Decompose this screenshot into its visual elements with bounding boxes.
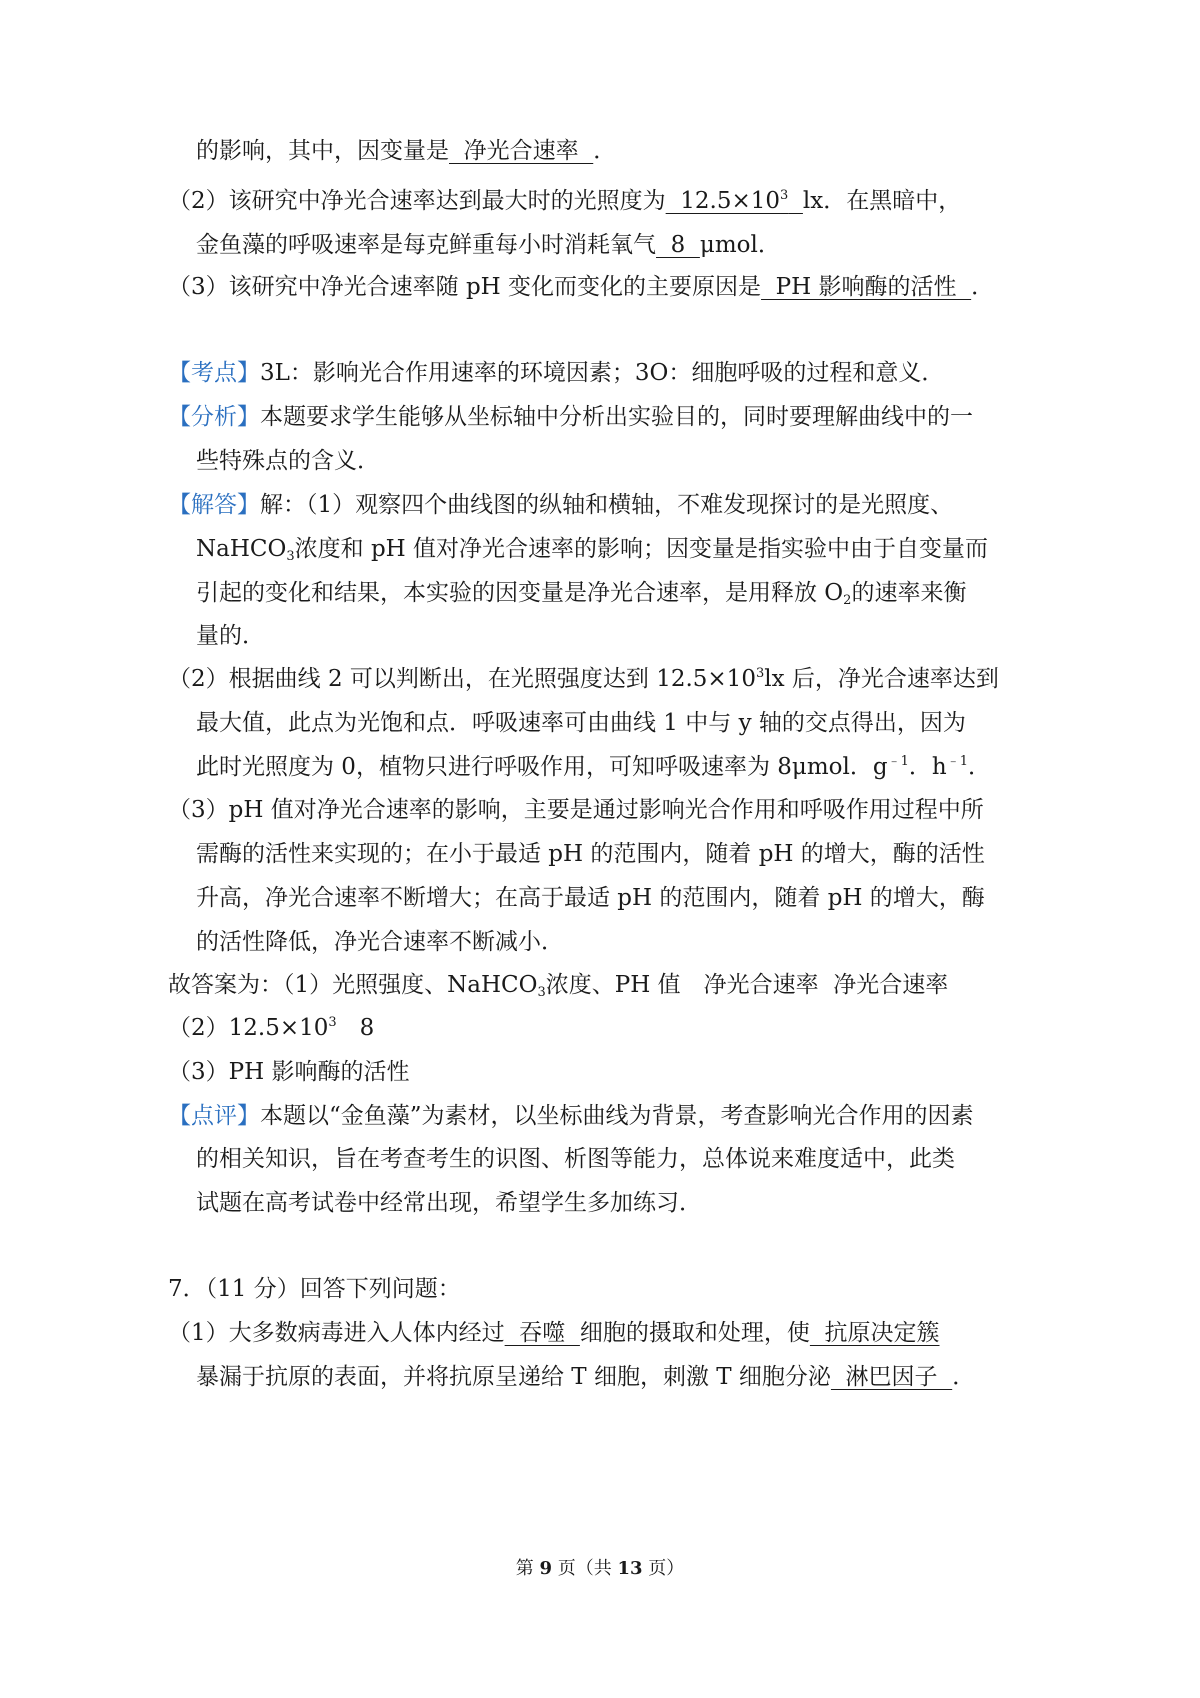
text-line (196, 576, 966, 610)
text-line (168, 1055, 409, 1089)
text: 的速率来衡 (851, 580, 967, 606)
text-line (168, 184, 961, 218)
text-line (168, 1011, 374, 1045)
superscript: ﹣1 (887, 754, 909, 769)
section-tag: 【分析】 (168, 404, 260, 430)
text: ． (967, 754, 991, 780)
text: （3）PH 影响酶的活性 (168, 1059, 410, 1085)
text-line (196, 925, 564, 959)
text-line (196, 750, 991, 784)
text: 浓度和 pH 值对净光合速率的影响；因变量是指实验中由于自变量而 (294, 536, 989, 562)
text-line (168, 793, 984, 827)
text: ．h (908, 754, 947, 780)
subscript: 3 (286, 549, 295, 564)
text: 此时光照度为 0，植物只进行呼吸作用，可知呼吸速率为 8μmol．g (196, 754, 888, 780)
text: 细胞的摄取和处理，使 (579, 1320, 810, 1346)
text: 些特殊点的含义． (196, 448, 380, 474)
text: （3）pH 值对净光合速率的影响，主要是通过影响光合作用和呼吸作用过程中所 (168, 797, 984, 823)
text: 的影响，其中，因变量是 (196, 138, 449, 164)
text: （2）根据曲线 2 可以判断出，在光照强度达到 12.5×10 (168, 666, 756, 692)
section-tag: 【点评】 (168, 1103, 260, 1129)
text-line (168, 968, 948, 1002)
text: lx 后，净光合速率达到 (764, 666, 999, 692)
text-line (196, 532, 988, 566)
text: 8 (336, 1015, 375, 1041)
text: 引起的变化和结果，本实验的因变量是净光合速率，是用释放 O (196, 580, 844, 606)
text: 试题在高考试卷中经常出现，希望学生多加练习． (196, 1190, 702, 1216)
superscript: 3 (780, 188, 789, 203)
text-line (168, 1316, 940, 1350)
text: 7．（11 分）回答下列问题： (168, 1276, 461, 1302)
answer-blank: 吞噬 (504, 1320, 580, 1346)
text: 最大值，此点为光饱和点．呼吸速率可由曲线 1 中与 y 轴的交点得出，因为 (196, 710, 966, 736)
text-line (168, 662, 999, 696)
text: ． (593, 138, 617, 164)
text (788, 188, 803, 214)
text-line (168, 1099, 974, 1133)
text-line (196, 1142, 955, 1176)
text-line (196, 134, 616, 168)
text: 的活性降低，净光合速率不断减小． (196, 929, 564, 955)
text: 的相关知识，旨在考查考生的识图、析图等能力，总体说来难度适中，此类 (196, 1146, 955, 1172)
section-tag: 【解答】 (168, 492, 260, 518)
text: 页（共 (552, 1558, 618, 1579)
text: （2）该研究中净光合速率达到最大时的光照度为 (168, 188, 666, 214)
text: （1）大多数病毒进入人体内经过 (168, 1320, 505, 1346)
text-line (196, 1186, 702, 1220)
text: 12.5×10 (665, 188, 781, 214)
superscript: 3 (328, 1015, 337, 1030)
text: （2）12.5×10 (168, 1015, 329, 1041)
page-footer (0, 1556, 1200, 1582)
text: 金鱼藻的呼吸速率是每克鲜重每小时消耗氧气 (196, 232, 656, 258)
text-line (168, 488, 953, 522)
answer-blank (666, 188, 803, 214)
text: 本题要求学生能够从坐标轴中分析出实验目的，同时要理解曲线中的一 (260, 404, 973, 430)
text-line (196, 1360, 975, 1394)
text-line (196, 706, 966, 740)
text: 解：（1）观察四个曲线图的纵轴和横轴，不难发现探讨的是光照度、 (260, 492, 954, 518)
superscript: 3 (755, 666, 765, 681)
text: 页） (642, 1558, 685, 1579)
text: NaHCO (196, 536, 287, 562)
text: 需酶的活性来实现的；在小于最适 pH 的范围内，随着 pH 的增大，酶的活性 (196, 841, 985, 867)
answer-blank: PH 影响酶的活性 (761, 274, 972, 300)
text: 故答案为：（1）光照强度、NaHCO (168, 972, 538, 998)
answer-blank: 8 (656, 232, 700, 258)
text: 3L：影响光合作用速率的环境因素；3O：细胞呼吸的过程和意义． (260, 360, 945, 386)
text-line (168, 270, 994, 304)
answer-blank: 净光合速率 (449, 138, 594, 164)
text: lx．在黑暗中， (802, 188, 962, 214)
question-heading (168, 1272, 461, 1306)
text-line (168, 400, 973, 434)
total-pages: 13 (617, 1558, 643, 1579)
subscript: 3 (537, 985, 546, 1000)
text: （3）该研究中净光合速率随 pH 变化而变化的主要原因是 (168, 274, 762, 300)
text: 本题以“金鱼藻”为素材，以坐标曲线为背景，考查影响光合作用的因素 (260, 1103, 974, 1129)
text: ． (952, 1364, 976, 1390)
text-line (168, 356, 944, 390)
page-number: 9 (539, 1558, 552, 1579)
text: 量的． (196, 623, 265, 649)
section-tag: 【考点】 (168, 360, 260, 386)
text: 第 (515, 1558, 540, 1579)
answer-blank: 淋巴因子 (830, 1364, 953, 1390)
text: μmol． (699, 232, 781, 258)
subscript: 2 (843, 593, 852, 608)
text-line (196, 228, 781, 262)
text-line (196, 837, 985, 871)
text: ． (971, 274, 995, 300)
text-line (196, 619, 265, 653)
text-line (196, 881, 985, 915)
superscript: ﹣1 (946, 754, 968, 769)
text-line (196, 444, 380, 478)
answer-blank: 抗原决定簇 (809, 1320, 940, 1346)
text: 浓度、PH 值 净光合速率 净光合速率 (545, 972, 949, 998)
text: 暴漏于抗原的表面，并将抗原呈递给 T 细胞，刺激 T 细胞分泌 (196, 1364, 831, 1390)
text: 升高，净光合速率不断增大；在高于最适 pH 的范围内，随着 pH 的增大，酶 (196, 885, 985, 911)
